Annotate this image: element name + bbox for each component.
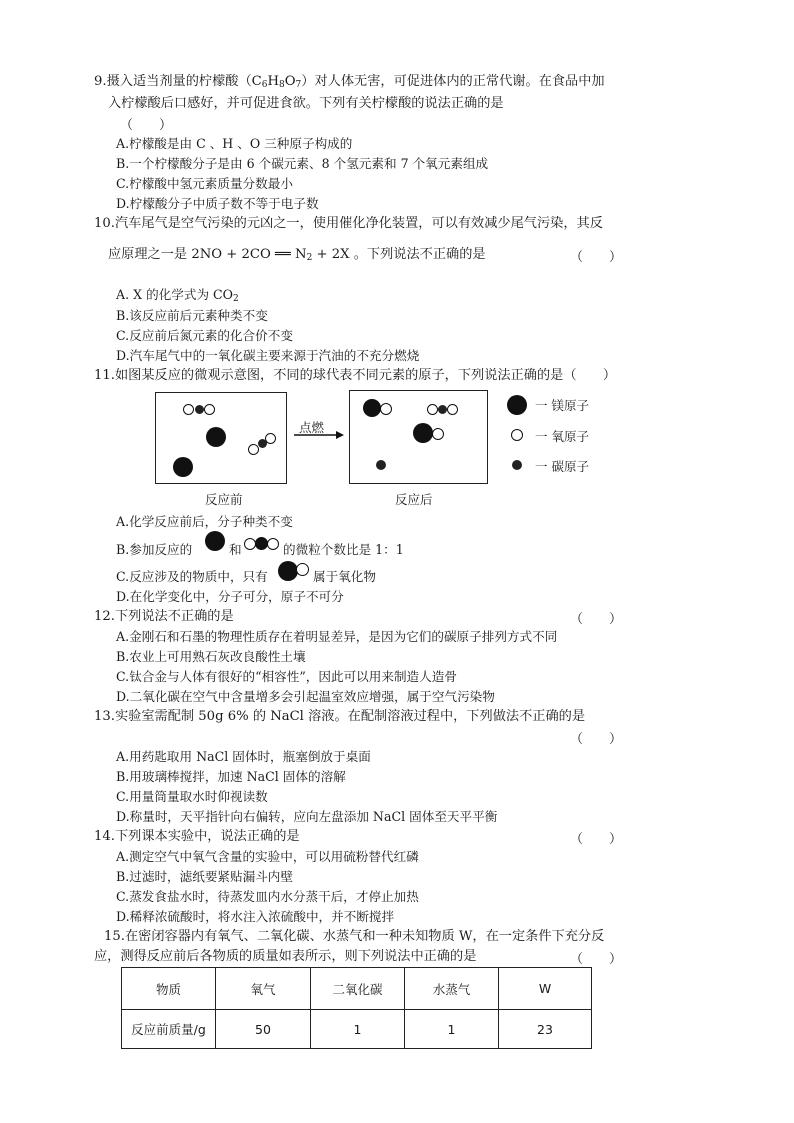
legend-magnesium-icon: [507, 395, 527, 415]
after-label: 反应后: [395, 492, 433, 507]
q13-option-b: B.用玻璃棒搅拌，加速 NaCl 固体的溶解: [116, 769, 346, 784]
oxygen-atom-icon: [267, 538, 279, 550]
q10-stem-line2: 应原理之一是 2NO + 2CO ══ $N_2 + 2X$ 。下列说法不正确的是: [108, 247, 486, 263]
q13-stem: 13.实验室需配制 50g 6% 的 NaCl 溶液。在配制溶液过程中，下列做法不正确的是: [94, 709, 586, 724]
magnesium-atom-icon: [413, 423, 433, 443]
q10-option-c: C.反应前后氮元素的化合价不变: [116, 328, 293, 343]
table-cell: 反应前质量/g: [122, 1010, 216, 1049]
legend-magnesium-label: 一 镁原子: [535, 398, 589, 413]
q11-stem: 11.如图某反应的微观示意图，不同的球代表不同元素的原子，下列说法正确的是（ ）: [94, 368, 617, 383]
q9-stem-line2: 入柠檬酸后口感好，并可促进食欲。下列有关柠檬酸的说法正确的是: [108, 96, 504, 111]
table-header-cell: 水蒸气: [405, 968, 499, 1010]
q14-answer-paren: （ ）: [570, 832, 623, 847]
q10-option-a: A. X 的化学式为 $CO_2$: [116, 287, 239, 304]
q11-option-c-post: 属于氧化物: [313, 569, 376, 584]
table-header-cell: 氧气: [216, 968, 311, 1010]
oxygen-atom-icon: [296, 563, 309, 576]
q12-option-a: A.金刚石和石墨的物理性质存在着明显差异，是因为它们的碳原子排列方式不同: [116, 629, 558, 644]
q13-option-d: D.称量时，天平指针向右偏转，应向左盘添加 NaCl 固体至天平平衡: [116, 809, 498, 824]
legend-carbon-label: 一 碳原子: [535, 459, 589, 474]
q15-stem-line2: 应，测得反应前后各物质的质量如表所示，则下列说法中正确的是: [94, 949, 477, 964]
q12-option-d: D.二氧化碳在空气中含量增多会引起温室效应增强，属于空气污染物: [116, 689, 495, 704]
q15-answer-paren: （ ）: [570, 952, 623, 967]
q10-option-b: B.该反应前后元素种类不变: [116, 308, 268, 323]
q12-answer-paren: （ ）: [570, 612, 623, 627]
q11-option-c-pre: C.反应涉及的物质中，只有: [116, 569, 268, 584]
q9-option-b: B.一个柠檬酸分子是由 6 个碳元素、8 个氢元素和 7 个氧元素组成: [116, 156, 489, 171]
oxygen-atom-icon: [248, 444, 259, 455]
q14-option-b: B.过滤时，滤纸要紧贴漏斗内壁: [116, 869, 293, 884]
q12-stem: 12.下列说法不正确的是: [94, 609, 234, 624]
q13-option-a: A.用药匙取用 NaCl 固体时，瓶塞倒放于桌面: [116, 749, 371, 764]
q12-option-b: B.农业上可用熟石灰改良酸性土壤: [116, 649, 306, 664]
magnesium-atom-icon: [206, 427, 226, 447]
q12-option-c: C.钛合金与人体有很好的“相容性”，因此可以用来制造人造骨: [116, 669, 457, 684]
carbon-atom-icon: [195, 405, 204, 414]
q9-option-a: A.柠檬酸是由 C 、H 、O 三种原子构成的: [116, 136, 353, 151]
q15-stem-line1: 15.在密闭容器内有氧气、二氧化碳、水蒸气和一种未知物质 W，在一定条件下充分反: [104, 929, 605, 944]
q10-stem-line1: 10.汽车尾气是空气污染的元凶之一，使用催化净化装置，可以有效减少尾气污染，其反: [94, 216, 603, 231]
q11-option-a: A.化学反应前后，分子种类不变: [116, 514, 293, 529]
carbon-atom-icon: [438, 405, 447, 414]
oxygen-atom-icon: [204, 404, 215, 415]
table-cell: 23: [499, 1010, 592, 1049]
magnesium-atom-icon: [205, 531, 225, 551]
q14-option-c: C.蒸发食盐水时，待蒸发皿内水分蒸干后，才停止加热: [116, 889, 419, 904]
q13-answer-paren: （ ）: [570, 732, 623, 747]
legend-oxygen-label: 一 氧原子: [535, 429, 589, 444]
q11-option-b-mid: 和: [229, 542, 242, 557]
oxygen-atom-icon: [447, 404, 458, 415]
magnesium-atom-icon: [173, 457, 193, 477]
diagram-before-box: [155, 392, 287, 484]
q9-answer-paren: （ ）: [120, 118, 173, 133]
mass-table: [121, 967, 592, 1049]
q13-option-c: C.用量筒量取水时仰视读数: [116, 789, 268, 804]
table-header-cell: 物质: [122, 968, 216, 1010]
q10-option-d: D.汽车尾气中的一氧化碳主要来源于汽油的不充分燃烧: [116, 348, 420, 363]
magnesium-atom-icon: [363, 399, 381, 417]
arrow-label: 点燃: [299, 420, 325, 435]
q11-option-b-pre: B.参加反应的: [116, 542, 193, 557]
legend-oxygen-icon: [511, 429, 523, 441]
q14-option-a: A.测定空气中氧气含量的实验中，可以用硫粉替代红磷: [116, 849, 419, 864]
q9-option-c: C.柠檬酸中氢元素质量分数最小: [116, 176, 293, 191]
oxygen-atom-icon: [265, 433, 276, 444]
q9-stem-line1: 9.摄入适当剂量的柠檬酸$(C_6H_8O_7)$对人体无害，可促进体内的正常代谢。在食品中加: [94, 74, 605, 90]
table-row: [122, 1010, 592, 1049]
table-header-row: [122, 968, 592, 1010]
table-cell: 50: [216, 1010, 311, 1049]
carbon-atom-icon: [376, 460, 386, 470]
q14-option-d: D.稀释浓硫酸时，将水注入浓硫酸中，并不断搅拌: [116, 909, 395, 924]
oxygen-atom-icon: [183, 404, 194, 415]
oxygen-atom-icon: [427, 404, 438, 415]
diagram-after-box: [349, 390, 488, 484]
q9-option-d: D.柠檬酸分子中质子数不等于电子数: [116, 196, 319, 211]
oxygen-atom-icon: [380, 403, 392, 415]
table-header-cell: 二氧化碳: [311, 968, 405, 1010]
oxygen-atom-icon: [432, 428, 444, 440]
table-cell: 1: [311, 1010, 405, 1049]
table-cell: 1: [405, 1010, 499, 1049]
magnesium-atom-icon: [278, 561, 298, 581]
q11-option-d: D.在化学变化中，分子可分，原子不可分: [116, 589, 344, 604]
q11-option-b-post: 的微粒个数比是 1：1: [283, 542, 404, 557]
table-header-cell: W: [499, 968, 592, 1010]
q14-stem: 14.下列课本实验中，说法正确的是: [94, 829, 300, 844]
legend-carbon-icon: [512, 460, 522, 470]
reaction-arrow-icon: [292, 430, 346, 440]
q10-answer-paren: （ ）: [570, 250, 623, 265]
before-label: 反应前: [205, 492, 243, 507]
